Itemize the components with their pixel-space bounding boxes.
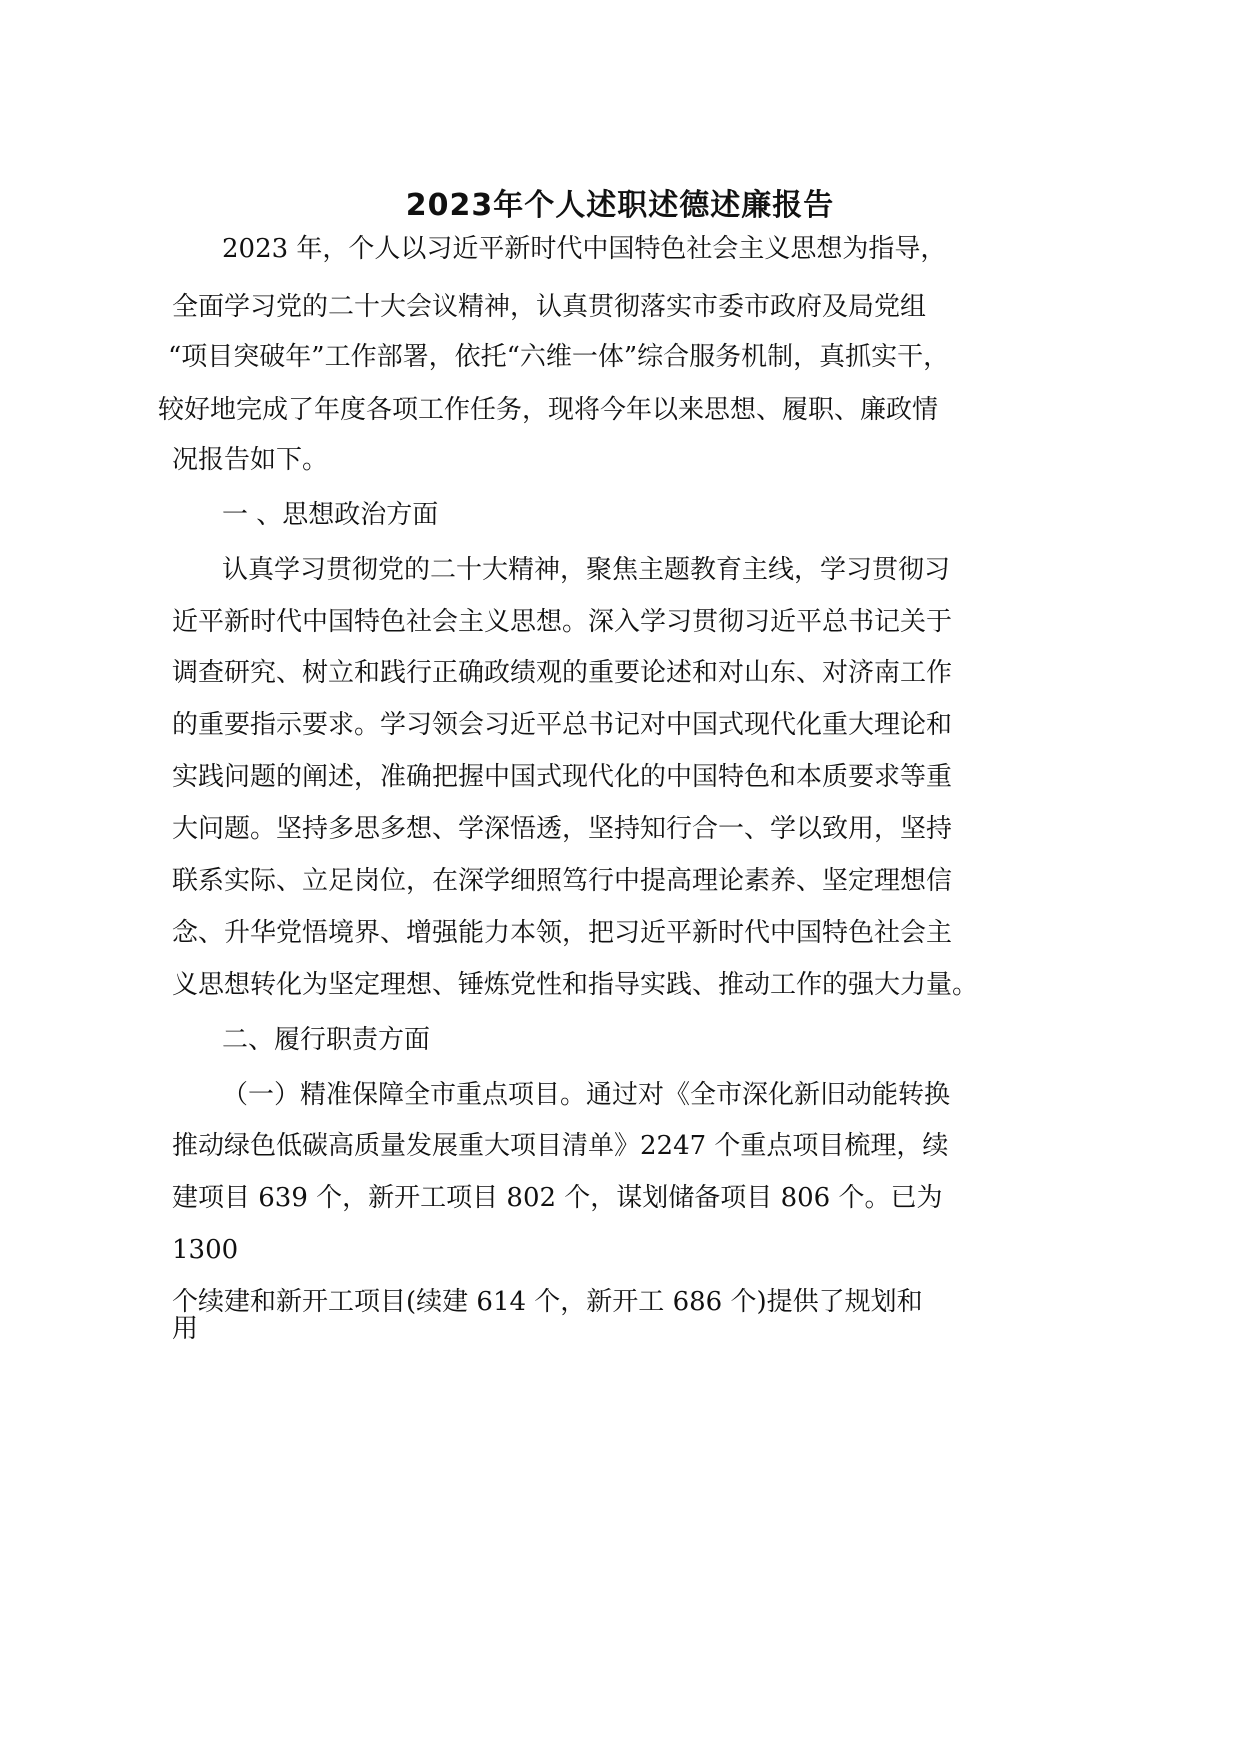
section2-line-3: 建项目 639 个，新开工项目 802 个，谋划储备项目 806 个。已为 <box>172 1183 943 1213</box>
section1-heading: 一 、思想政治方面 <box>222 500 439 530</box>
section1-line-3: 调查研究、树立和践行正确政绩观的重要论述和对山东、对济南工作 <box>172 658 953 688</box>
section1-line-7: 联系实际、立足岗位，在深学细照笃行中提高理论素养、坚定理想信 <box>172 866 953 896</box>
section1-line-8: 念、升华党悟境界、增强能力本领，把习近平新时代中国特色社会主 <box>172 918 953 948</box>
section2-line-1: （一）精准保障全市重点项目。通过对《全市深化新旧动能转换 <box>222 1080 951 1110</box>
intro-line-2: 全面学习党的二十大会议精神，认真贯彻落实市委市政府及局党组 <box>172 292 927 322</box>
section1-line-5: 实践问题的阐述，准确把握中国式现代化的中国特色和本质要求等重 <box>172 762 953 792</box>
document-title: 2023年个人述职述德述廉报告 <box>405 188 835 223</box>
intro-line-5: 况报告如下。 <box>172 445 329 475</box>
section2-heading: 二、履行职责方面 <box>222 1025 431 1055</box>
section1-line-4: 的重要指示要求。学习领会习近平总书记对中国式现代化重大理论和 <box>172 710 953 740</box>
intro-line-1: 2023 年，个人以习近平新时代中国特色社会主义思想为指导， <box>222 234 947 264</box>
section2-line-4: 1300 <box>172 1235 239 1265</box>
intro-line-3: “项目突破年”工作部署，依托“六维一体”综合服务机制，真抓实干， <box>168 342 950 372</box>
section1-line-2: 近平新时代中国特色社会主义思想。深入学习贯彻习近平总书记关于 <box>172 607 953 637</box>
section2-line-2: 推动绿色低碳高质量发展重大项目清单》2247 个重点项目梳理，续 <box>172 1131 949 1161</box>
intro-line-4: 较好地完成了年度各项工作任务，现将今年以来思想、履职、廉政情 <box>158 395 939 425</box>
section1-line-1: 认真学习贯彻党的二十大精神，聚焦主题教育主线，学习贯彻习 <box>222 555 951 585</box>
section2-line-6: 用 <box>172 1314 199 1344</box>
section2-line-5: 个续建和新开工项目(续建 614 个，新开工 686 个)提供了规划和 <box>172 1287 923 1317</box>
section1-line-9: 义思想转化为坚定理想、锤炼党性和指导实践、推动工作的强大力量。 <box>172 970 979 1000</box>
section1-line-6: 大问题。坚持多思多想、学深悟透，坚持知行合一、学以致用，坚持 <box>172 814 953 844</box>
